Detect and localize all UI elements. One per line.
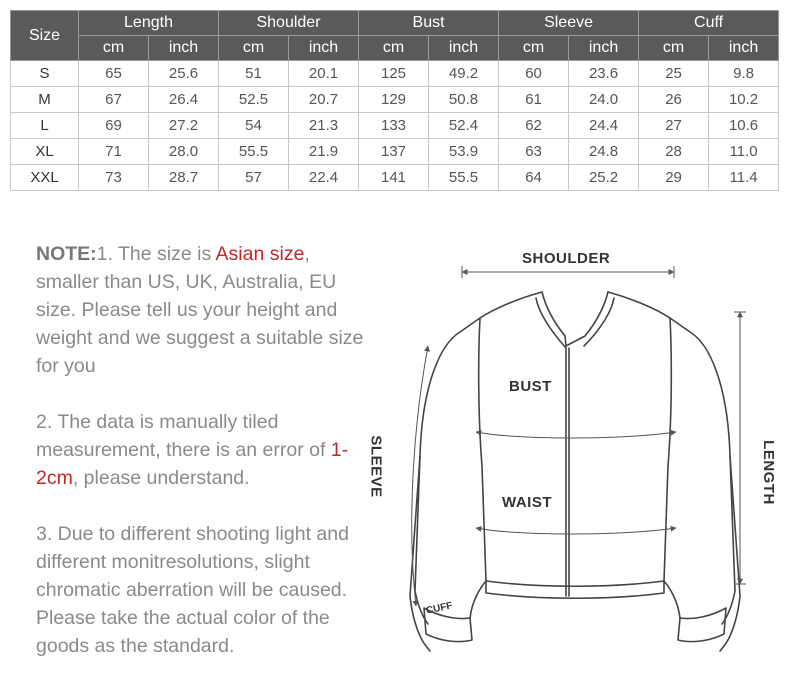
measurement-cell: 125 <box>359 61 429 87</box>
measurement-cell: 69 <box>79 113 149 139</box>
measurement-cell: 20.1 <box>289 61 359 87</box>
measurement-cell: 10.6 <box>709 113 779 139</box>
table-row <box>11 139 779 165</box>
unit-header-inch: inch <box>569 36 639 61</box>
note-2-text-b: , please understand. <box>72 467 250 489</box>
note-1-highlight: Asian size <box>215 243 305 265</box>
measurement-cell: 55.5 <box>219 139 289 165</box>
measurement-cell: 62 <box>499 113 569 139</box>
unit-header-inch: inch <box>289 36 359 61</box>
note-2-highlight: 1-2cm <box>36 439 349 489</box>
measurement-cell: 9.8 <box>709 61 779 87</box>
measurement-cell: 60 <box>499 61 569 87</box>
unit-header-inch: inch <box>429 36 499 61</box>
measurement-cell: 137 <box>359 139 429 165</box>
measurement-cell: 49.2 <box>429 61 499 87</box>
measurement-cell: 11.0 <box>709 139 779 165</box>
measurement-cell: 27.2 <box>149 113 219 139</box>
unit-header-cm: cm <box>219 36 289 61</box>
measurement-cell: 25 <box>639 61 709 87</box>
table-row <box>11 61 779 87</box>
measurement-cell: 26 <box>639 87 709 113</box>
measurement-cell: 52.4 <box>429 113 499 139</box>
size-cell: S <box>11 61 79 87</box>
size-cell: XL <box>11 139 79 165</box>
note-2-text-a: 2. The data is manually tiled measurement, there is an error of <box>36 411 331 461</box>
measurement-cell: 67 <box>79 87 149 113</box>
sleeve-group-header: Sleeve <box>499 11 639 36</box>
shoulder-group-header: Shoulder <box>219 11 359 36</box>
unit-header-cm: cm <box>359 36 429 61</box>
table-group-header-row <box>11 11 779 36</box>
measurement-cell: 129 <box>359 87 429 113</box>
length-label: LENGTH <box>759 440 777 505</box>
measurement-cell: 28.0 <box>149 139 219 165</box>
note-2 <box>36 408 366 492</box>
note-3: 3. Due to different shooting light and different monitresolutions, slight chromatic aberration will be caused. Please take the actual color of the goods as the standard. <box>36 523 349 657</box>
measurement-cell: 64 <box>499 165 569 191</box>
measurement-cell: 65 <box>79 61 149 87</box>
note-1-text-a: 1. The size is <box>96 243 216 265</box>
measurement-cell: 29 <box>639 165 709 191</box>
cuff-group-header: Cuff <box>639 11 779 36</box>
unit-header-cm: cm <box>79 36 149 61</box>
measurement-cell: 24.8 <box>569 139 639 165</box>
unit-header-inch: inch <box>149 36 219 61</box>
bust-group-header: Bust <box>359 11 499 36</box>
measurement-cell: 53.9 <box>429 139 499 165</box>
size-notes <box>36 240 366 688</box>
measurement-cell: 61 <box>499 87 569 113</box>
unit-header-inch: inch <box>709 36 779 61</box>
bust-label: BUST <box>509 378 552 395</box>
size-table-body <box>11 61 779 191</box>
measurement-cell: 11.4 <box>709 165 779 191</box>
measurement-cell: 23.6 <box>569 61 639 87</box>
measurement-cell: 71 <box>79 139 149 165</box>
note-1 <box>36 240 366 380</box>
measurement-cell: 141 <box>359 165 429 191</box>
waist-label: WAIST <box>502 494 552 511</box>
size-cell: XXL <box>11 165 79 191</box>
measurement-cell: 10.2 <box>709 87 779 113</box>
shoulder-label: SHOULDER <box>522 250 611 267</box>
measurement-cell: 25.6 <box>149 61 219 87</box>
sleeve-label: SLEEVE <box>367 435 385 498</box>
measurement-cell: 24.0 <box>569 87 639 113</box>
measurement-cell: 50.8 <box>429 87 499 113</box>
measurement-cell: 57 <box>219 165 289 191</box>
measurement-cell: 63 <box>499 139 569 165</box>
measurement-cell: 21.3 <box>289 113 359 139</box>
jacket-measurement-diagram <box>360 236 790 691</box>
table-row <box>11 113 779 139</box>
measurement-cell: 25.2 <box>569 165 639 191</box>
jacket-illustration <box>360 236 790 691</box>
measurement-cell: 28.7 <box>149 165 219 191</box>
cuff-label: CUFF <box>425 600 454 617</box>
measurement-cell: 54 <box>219 113 289 139</box>
measurement-cell: 28 <box>639 139 709 165</box>
measurement-cell: 24.4 <box>569 113 639 139</box>
measurement-cell: 21.9 <box>289 139 359 165</box>
measurement-cell: 133 <box>359 113 429 139</box>
length-group-header: Length <box>79 11 219 36</box>
size-chart-table <box>10 10 779 191</box>
note-label: NOTE: <box>36 243 97 265</box>
unit-header-cm: cm <box>639 36 709 61</box>
table-row <box>11 165 779 191</box>
measurement-cell: 20.7 <box>289 87 359 113</box>
note-1-text-b: , smaller than US, UK, Australia, EU size. Please tell us your height and weight and we suggest a suitable size for you <box>36 243 364 377</box>
measurement-cell: 52.5 <box>219 87 289 113</box>
measurement-cell: 22.4 <box>289 165 359 191</box>
table-row <box>11 87 779 113</box>
size-cell: L <box>11 113 79 139</box>
size-cell: M <box>11 87 79 113</box>
size-column-header: Size <box>11 11 79 61</box>
measurement-cell: 51 <box>219 61 289 87</box>
measurement-cell: 73 <box>79 165 149 191</box>
measurement-cell: 27 <box>639 113 709 139</box>
unit-header-cm: cm <box>499 36 569 61</box>
measurement-cell: 55.5 <box>429 165 499 191</box>
table-unit-header-row <box>11 36 779 61</box>
measurement-cell: 26.4 <box>149 87 219 113</box>
